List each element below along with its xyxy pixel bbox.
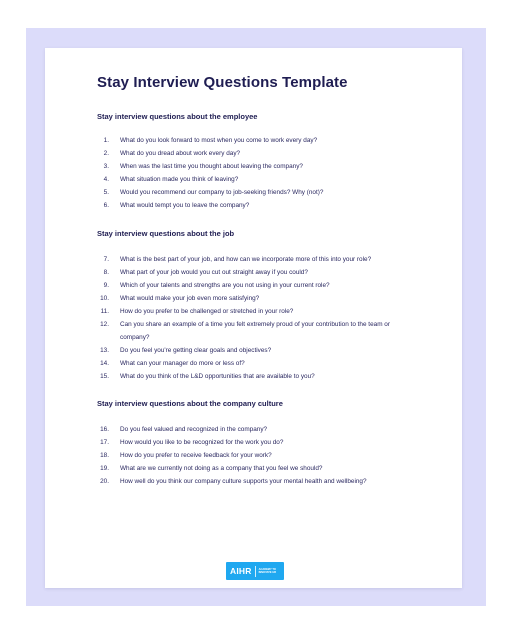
question-text: What part of your job would you cut out straight away if you could? (120, 269, 308, 276)
question-item (97, 462, 417, 475)
question-number: 3. (103, 163, 109, 170)
question-text: What do you dread about work every day? (120, 150, 241, 157)
question-item (97, 436, 417, 449)
question-item (97, 344, 417, 357)
question-text: How would you like to be recognized for the work you do? (120, 439, 284, 446)
question-item (97, 199, 417, 212)
question-text: What situation made you think of leaving? (120, 176, 239, 183)
question-number: 18. (100, 452, 109, 459)
question-item (97, 147, 417, 160)
section-heading: Stay interview questions about the job (97, 229, 235, 238)
section-heading: Stay interview questions about the company culture (97, 399, 283, 408)
question-text: What do you think of the L&D opportunities that are available to you? (120, 373, 315, 380)
question-text: How well do you think our company culture supports your mental health and wellbeing? (120, 478, 367, 485)
question-number: 7. (103, 256, 109, 263)
question-number: 13. (100, 347, 109, 354)
question-number: 9. (103, 282, 109, 289)
question-number: 10. (100, 295, 109, 302)
logo-tagline (256, 568, 276, 574)
logo-tagline-line1: ACADEMY TO (258, 568, 276, 571)
question-text: How do you prefer to be challenged or stretched in your role? (120, 308, 294, 315)
question-number: 1. (103, 137, 109, 144)
question-item (97, 370, 417, 383)
logo-wordmark: AIHR (230, 566, 252, 576)
question-item (97, 134, 417, 147)
question-text: What do you look forward to most when you come to work every day? (120, 137, 318, 144)
question-number: 6. (103, 202, 109, 209)
question-item (97, 423, 417, 436)
question-number: 14. (100, 360, 109, 367)
question-text: When was the last time you thought about leaving the company? (120, 163, 303, 170)
question-number: 17. (100, 439, 109, 446)
logo-tagline-line2: INNOVATE HR (258, 571, 277, 574)
question-item (97, 357, 417, 370)
question-list (97, 423, 417, 488)
question-number: 12. (100, 321, 109, 328)
question-list (97, 134, 417, 212)
section-company-culture (97, 399, 417, 488)
question-item (97, 173, 417, 186)
question-text: What would make your job even more satisfying? (120, 295, 260, 302)
question-text: Would you recommend our company to job-seeking friends? Why (not)? (120, 189, 324, 196)
question-number: 19. (100, 465, 109, 472)
aihr-logo (226, 562, 284, 580)
question-number: 4. (103, 176, 109, 183)
question-text: Can you share an example of a time you felt extremely proud of your contribution to the team or company? (120, 321, 390, 341)
section-job (97, 229, 417, 383)
question-item (97, 292, 417, 305)
document-page (45, 48, 462, 588)
question-number: 11. (100, 308, 109, 315)
question-number: 16. (100, 426, 109, 433)
question-text: Do you feel valued and recognized in the company? (120, 426, 268, 433)
question-list (97, 253, 417, 383)
question-item (97, 318, 417, 344)
question-item (97, 279, 417, 292)
question-item (97, 475, 417, 488)
question-number: 2. (103, 150, 109, 157)
question-text: What would tempt you to leave the company? (120, 202, 250, 209)
question-item (97, 305, 417, 318)
logo-divider (255, 566, 256, 577)
question-number: 5. (103, 189, 109, 196)
question-text: Do you feel you're getting clear goals and objectives? (120, 347, 272, 354)
question-text: How do you prefer to receive feedback for your work? (120, 452, 272, 459)
question-item (97, 186, 417, 199)
section-heading: Stay interview questions about the employee (97, 112, 258, 121)
question-item (97, 160, 417, 173)
question-number: 15. (100, 373, 109, 380)
section-employee (97, 112, 417, 212)
question-text: Which of your talents and strengths are you not using in your current role? (120, 282, 330, 289)
question-item (97, 449, 417, 462)
question-number: 20. (100, 478, 109, 485)
document-title: Stay Interview Questions Template (97, 74, 348, 91)
question-item (97, 253, 417, 266)
question-number: 8. (103, 269, 109, 276)
question-text: What is the best part of your job, and how can we incorporate more of this into your role? (120, 256, 372, 263)
question-text: What can your manager do more or less of? (120, 360, 245, 367)
question-item (97, 266, 417, 279)
question-text: What are we currently not doing as a company that you feel we should? (120, 465, 323, 472)
